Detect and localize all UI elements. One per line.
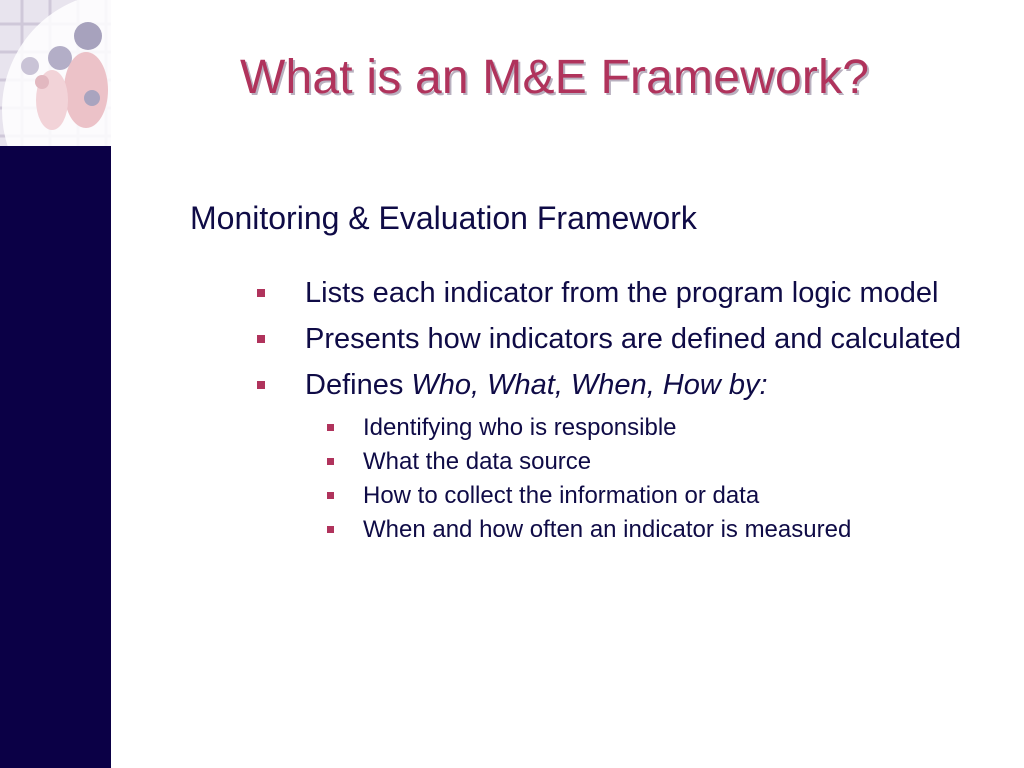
square-bullet-icon xyxy=(327,424,334,431)
list-item xyxy=(305,368,980,547)
list-item xyxy=(363,479,980,513)
sub-bullet-list xyxy=(305,411,980,547)
sub-bullet-text: Identifying who is responsible xyxy=(363,414,677,441)
abstract-people-graphic xyxy=(0,0,111,146)
square-bullet-icon xyxy=(257,335,265,343)
list-item xyxy=(305,322,980,357)
square-bullet-icon xyxy=(327,526,334,533)
bullet-list xyxy=(190,276,980,547)
list-item xyxy=(363,513,980,547)
square-bullet-icon xyxy=(257,289,265,297)
list-item xyxy=(363,411,980,445)
list-item xyxy=(363,445,980,479)
bullet-text: Lists each indicator from the program logic model xyxy=(305,277,939,309)
bullet-text: Presents how indicators are defined and calculated xyxy=(305,323,962,355)
sub-bullet-text: How to collect the information or data xyxy=(363,482,760,509)
square-bullet-icon xyxy=(327,458,334,465)
sub-bullet-text: What the data source xyxy=(363,448,592,475)
sidebar-band xyxy=(0,146,111,768)
list-item xyxy=(305,276,980,311)
slide-title: What is an M&E Framework? xyxy=(240,51,870,104)
sub-bullet-text: When and how often an indicator is measured xyxy=(363,516,852,543)
slide-body xyxy=(190,196,980,558)
decorative-graphic xyxy=(0,0,111,146)
section-heading: Monitoring & Evaluation Framework xyxy=(190,200,697,236)
square-bullet-icon xyxy=(257,381,265,389)
bullet-emphasis: Who, What, When, How by: xyxy=(411,369,768,401)
bullet-text: Defines xyxy=(305,369,412,401)
square-bullet-icon xyxy=(327,492,334,499)
